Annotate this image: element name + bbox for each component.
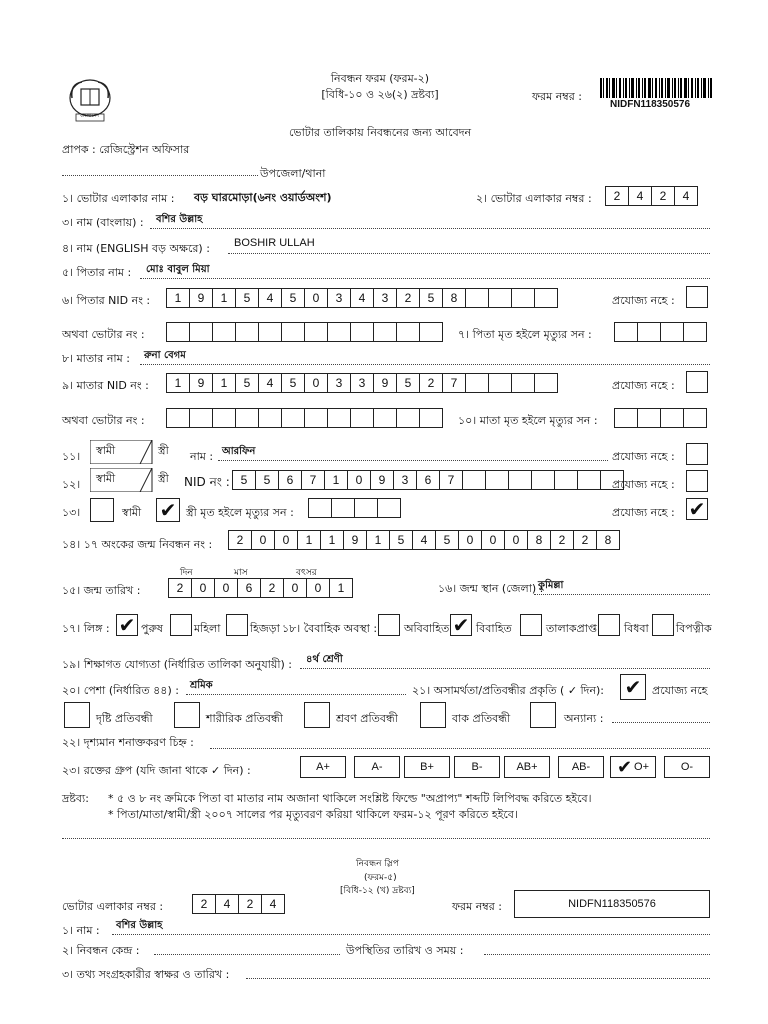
birth-reg-boxes[interactable] <box>228 530 620 550</box>
digit-cell[interactable]: 1 <box>366 530 390 550</box>
identity-mark-label: ২২। দৃশ্যমান শনাক্তকরণ চিহ্ন : <box>62 736 194 749</box>
widow-label: বিধবা <box>624 622 649 635</box>
digit-cell[interactable]: 3 <box>350 373 374 393</box>
check-icon: ✔ <box>616 756 633 777</box>
digit-cell[interactable]: 5 <box>281 288 305 308</box>
digit-cell[interactable]: 0 <box>304 373 328 393</box>
education-label: ১৯। শিক্ষাগত যোগ্যতা (নির্ধারিত তালিকা অনুযায়ী) : <box>62 658 292 671</box>
husband-death-label: স্বামী <box>122 506 142 519</box>
form-rule: [বিধি-১০ ও ২৬(২) দ্রষ্টব্য] <box>321 88 439 101</box>
slip-rule: [বিধি-১২ (খ) দ্রষ্টব্য] <box>340 886 415 896</box>
digit-cell[interactable] <box>281 408 305 428</box>
digit-cell[interactable]: 1 <box>166 288 190 308</box>
disability-label: ২১। অসামর্থতা/প্রতিবন্ধীর প্রকৃতি ( ✓ দিন): <box>412 684 605 697</box>
husband-option[interactable]: স্বামী <box>96 444 116 457</box>
mother-nid-na-label: প্রযোজ্য নহে : <box>612 379 675 392</box>
digit-cell[interactable]: 0 <box>306 578 330 598</box>
father-name-value: মোঃ বাবুল মিয়া <box>146 264 210 275</box>
digit-cell[interactable]: 5 <box>255 470 279 490</box>
slip-collector-label: ৩। তথ্য সংগ্রহকারীর স্বাক্ষর ও তারিখ : <box>62 968 230 981</box>
seal-text: বাংলাদেশ <box>80 113 100 119</box>
occupation-label: ২০। পেশা (নির্ধারিত ৪৪) : <box>62 684 179 697</box>
slip-presence-label: উপস্থিতির তারিখ ও সময় : <box>346 944 464 957</box>
digit-cell[interactable] <box>235 408 259 428</box>
blood-group-B-neg[interactable] <box>454 756 500 778</box>
digit-cell[interactable] <box>235 322 259 342</box>
digit-cell[interactable]: 0 <box>481 530 505 550</box>
father-voter-no-label: অথবা ভোটার নং : <box>62 328 145 341</box>
digit-cell[interactable]: 5 <box>396 373 420 393</box>
voter-area-number-label: ২। ভোটার এলাকার নম্বর : <box>476 192 592 205</box>
spouse-nid-na-label: প্রযোজ্য নহে : <box>612 478 675 491</box>
digit-cell[interactable]: 2 <box>419 373 443 393</box>
recipient: প্রাপক : রেজিস্ট্রেশন অফিসার <box>62 143 190 156</box>
marital-label: ১৮। বৈবাহিক অবস্থা : <box>282 622 378 635</box>
spouse-death-na-checkbox[interactable] <box>686 498 708 520</box>
slip-area-no-label: ভোটার এলাকার নম্বর : <box>62 900 164 913</box>
digit-cell[interactable] <box>373 322 397 342</box>
digit-cell[interactable] <box>419 322 443 342</box>
birth-reg-label: ১৪। ১৭ অংকের জন্ম নিবন্ধন নং : <box>62 538 213 551</box>
speech-disability-checkbox[interactable] <box>420 702 446 728</box>
father-nid-label: ৬। পিতার NID নং : <box>62 294 151 307</box>
spouse-name-na-label: প্রযোজ্য নহে : <box>612 450 675 463</box>
digit-cell[interactable]: 9 <box>189 373 213 393</box>
digit-cell[interactable] <box>465 373 489 393</box>
digit-cell[interactable]: 5 <box>235 373 259 393</box>
barcode <box>600 78 712 98</box>
digit-cell[interactable] <box>166 408 190 428</box>
digit-cell[interactable]: 1 <box>166 373 190 393</box>
check-icon: ✔ <box>452 613 470 637</box>
digit-cell[interactable] <box>258 408 282 428</box>
visual-disability-checkbox[interactable] <box>64 702 90 728</box>
digit-cell[interactable]: 5 <box>435 530 459 550</box>
wife-death-label: স্ত্রী মৃত হইলে মৃত্যুর সন : <box>186 506 294 519</box>
digit-cell[interactable]: 1 <box>329 578 353 598</box>
digit-cell[interactable] <box>488 288 512 308</box>
barcode-text: NIDFN118350576 <box>610 99 691 110</box>
wife-option-12[interactable]: স্ত্রী <box>158 472 169 485</box>
digit-cell[interactable]: 2 <box>396 288 420 308</box>
mother-name-value: রুনা বেগম <box>144 350 186 361</box>
widower-checkbox[interactable] <box>652 614 674 636</box>
blood-group-label: O- <box>680 761 694 773</box>
digit-cell[interactable]: 7 <box>439 470 463 490</box>
disability-na-label: প্রযোজ্য নহে <box>652 684 708 697</box>
note-1: * ৫ ও ৮ নং ক্রমিকে পিতা বা মাতার নাম অজানা থাকিলে সংশ্লিষ্ট ফিল্ডে "অপ্রাপ্য" শব্দটি লিপিবদ্ধ করিতে হইবে। <box>108 792 592 805</box>
digit-cell[interactable] <box>212 322 236 342</box>
digit-cell[interactable] <box>327 322 351 342</box>
birth-date-boxes[interactable] <box>168 578 353 598</box>
husband-option-12[interactable]: স্বামী <box>96 472 116 485</box>
father-nid-boxes[interactable] <box>166 288 558 308</box>
mother-death-year-label: ১০। মাতা মৃত হইলে মৃত্যুর সন : <box>458 414 598 427</box>
year-label: বৎসর <box>296 568 317 578</box>
wife-death-checkbox[interactable] <box>156 498 180 522</box>
digit-cell[interactable]: 4 <box>258 373 282 393</box>
digit-cell[interactable] <box>683 322 707 342</box>
digit-cell[interactable] <box>189 408 213 428</box>
digit-cell[interactable]: 0 <box>504 530 528 550</box>
form-number-label: ফরম নম্বর : <box>532 90 582 103</box>
divorced-label: তালাকপ্রাপ্ত <box>546 622 597 635</box>
digit-cell[interactable] <box>511 373 535 393</box>
digit-cell[interactable]: 6 <box>416 470 440 490</box>
digit-cell[interactable] <box>304 408 328 428</box>
gender-label: ১৭। লিঙ্গ : <box>62 622 110 635</box>
occupation-value: শ্রমিক <box>190 680 213 691</box>
digit-cell[interactable]: 4 <box>215 894 239 914</box>
blood-group-label: B+ <box>420 761 434 773</box>
digit-cell[interactable]: 3 <box>393 470 417 490</box>
widow-checkbox[interactable] <box>598 614 620 636</box>
digit-cell[interactable]: 6 <box>237 578 261 598</box>
physical-disability-label: শারীরিক প্রতিবন্ধী <box>206 712 283 725</box>
digit-cell[interactable] <box>308 498 332 518</box>
blood-group-label: A+ <box>316 761 330 773</box>
digit-cell[interactable] <box>462 470 486 490</box>
digit-cell[interactable] <box>637 408 661 428</box>
female-checkbox[interactable] <box>170 614 192 636</box>
government-seal <box>62 78 118 122</box>
digit-cell[interactable] <box>485 470 509 490</box>
father-nid-na-label: প্রযোজ্য নহে : <box>612 294 675 307</box>
digit-cell[interactable]: 2 <box>573 530 597 550</box>
check-icon: ✔ <box>624 675 642 699</box>
digit-cell[interactable]: 3 <box>327 288 351 308</box>
check-icon: ✔ <box>159 498 177 522</box>
digit-cell[interactable] <box>327 408 351 428</box>
husband-death-checkbox[interactable] <box>90 498 114 522</box>
digit-cell[interactable]: 4 <box>412 530 436 550</box>
name-bangla-value: বশির উল্লাহ <box>156 214 203 225</box>
digit-cell[interactable]: 1 <box>297 530 321 550</box>
digit-cell[interactable]: 7 <box>442 373 466 393</box>
digit-cell[interactable] <box>488 373 512 393</box>
blood-group-O-pos[interactable] <box>610 756 656 778</box>
slip-area-no-boxes[interactable] <box>192 894 285 914</box>
name-bangla-label: ৩। নাম (বাংলায়) : <box>62 216 144 229</box>
digit-cell[interactable]: 5 <box>235 288 259 308</box>
digit-cell[interactable]: 8 <box>527 530 551 550</box>
married-label: বিবাহিত <box>476 622 512 635</box>
digit-cell[interactable]: 9 <box>189 288 213 308</box>
slip-name-value: বশির উল্লাহ <box>116 920 163 931</box>
father-death-year-boxes[interactable] <box>614 322 707 342</box>
male-label: পুরুষ <box>141 622 163 635</box>
slip-title: নিবন্ধন স্লিপ <box>356 859 399 869</box>
slip-form-no: NIDFN118350576 <box>568 898 656 910</box>
digit-cell[interactable] <box>212 408 236 428</box>
digit-cell[interactable] <box>660 408 684 428</box>
female-label: মহিলা <box>194 622 221 635</box>
education-value: ৪র্থ শ্রেণী <box>306 654 343 665</box>
name-english-label: ৪। নাম (ENGLISH বড় অক্ষরে) : <box>62 242 210 255</box>
note-2: * পিতা/মাতা/স্বামী/স্ত্রী ২০০৭ সালের পর মৃত্যুবরণ করিয়া থাকিলে ফরম-১২ পূরণ করিতে হইবে। <box>108 808 518 821</box>
digit-cell[interactable]: 3 <box>327 373 351 393</box>
blood-group-label: AB- <box>571 761 591 773</box>
digit-cell[interactable] <box>660 322 684 342</box>
other-disability-label: অন্যান্য : <box>564 712 604 725</box>
slip-form-no-box <box>514 890 710 918</box>
blood-group-label: AB+ <box>516 761 538 773</box>
digit-cell[interactable]: 7 <box>301 470 325 490</box>
slip-center-label: ২। নিবন্ধন কেন্দ্র : <box>62 944 140 957</box>
divorced-checkbox[interactable] <box>520 614 542 636</box>
blood-group-label: A- <box>371 761 383 773</box>
digit-cell[interactable]: 9 <box>343 530 367 550</box>
voter-area-name-value: বড় ঘারমোড়া(৬নং ওয়ার্ডঅংশ) <box>194 191 332 204</box>
father-voter-no-boxes[interactable] <box>166 322 443 342</box>
spouse-name-na-checkbox[interactable] <box>686 443 708 465</box>
blood-group-AB-pos[interactable] <box>504 756 550 778</box>
speech-disability-label: বাক প্রতিবন্ধী <box>452 712 511 725</box>
digit-cell[interactable] <box>258 322 282 342</box>
married-checkbox[interactable] <box>450 614 472 636</box>
digit-cell[interactable]: 5 <box>389 530 413 550</box>
month-label: মাস <box>234 568 248 578</box>
digit-cell[interactable] <box>166 322 190 342</box>
digit-cell[interactable] <box>683 408 707 428</box>
spouse-nid-boxes[interactable] <box>232 470 624 490</box>
digit-cell[interactable]: 2 <box>605 186 629 206</box>
spouse-nid-na-checkbox[interactable] <box>686 470 708 492</box>
digit-cell[interactable] <box>377 498 401 518</box>
digit-cell[interactable] <box>508 470 532 490</box>
blood-group-A-pos[interactable] <box>300 756 346 778</box>
mother-voter-no-boxes[interactable] <box>166 408 443 428</box>
digit-cell[interactable]: 9 <box>370 470 394 490</box>
digit-cell[interactable] <box>465 288 489 308</box>
mother-name-label: ৮। মাতার নাম : <box>62 352 130 365</box>
digit-cell[interactable] <box>577 470 601 490</box>
digit-cell[interactable]: 0 <box>214 578 238 598</box>
digit-cell[interactable] <box>331 498 355 518</box>
digit-cell[interactable]: 5 <box>419 288 443 308</box>
spouse-no-12: ১২। <box>62 478 81 491</box>
other-disability-checkbox[interactable] <box>530 702 556 728</box>
digit-cell[interactable] <box>189 322 213 342</box>
mother-voter-no-label: অথবা ভোটার নং : <box>62 414 145 427</box>
birth-place-label: ১৬। জন্ম স্থান (জেলা) : <box>438 582 544 595</box>
digit-cell[interactable]: 2 <box>651 186 675 206</box>
hijra-checkbox[interactable] <box>226 614 248 636</box>
spouse-name-value: আরফিন <box>222 446 256 457</box>
digit-cell[interactable]: 5 <box>232 470 256 490</box>
blood-group-A-neg[interactable] <box>354 756 400 778</box>
blood-group-B-pos[interactable] <box>404 756 450 778</box>
digit-cell[interactable] <box>554 470 578 490</box>
digit-cell[interactable]: 5 <box>281 373 305 393</box>
digit-cell[interactable]: 2 <box>192 894 216 914</box>
father-nid-na-checkbox[interactable] <box>686 286 708 308</box>
digit-cell[interactable]: 2 <box>260 578 284 598</box>
digit-cell[interactable]: 0 <box>458 530 482 550</box>
digit-cell[interactable]: 0 <box>304 288 328 308</box>
blood-group-label: ২৩। রক্তের গ্রুপ (যদি জানা থাকে ✓ দিন) : <box>62 764 251 777</box>
male-checkbox[interactable] <box>116 614 138 636</box>
digit-cell[interactable]: 2 <box>228 530 252 550</box>
digit-cell[interactable] <box>637 322 661 342</box>
digit-cell[interactable] <box>281 322 305 342</box>
father-name-label: ৫। পিতার নাম : <box>62 266 132 279</box>
digit-cell[interactable] <box>354 498 378 518</box>
digit-cell[interactable] <box>614 322 638 342</box>
unmarried-checkbox[interactable] <box>378 614 400 636</box>
digit-cell[interactable]: 8 <box>442 288 466 308</box>
digit-cell[interactable]: 1 <box>212 373 236 393</box>
slip-name-label: ১। নাম : <box>62 924 100 937</box>
mother-nid-na-checkbox[interactable] <box>686 371 708 393</box>
digit-cell[interactable]: 2 <box>550 530 574 550</box>
digit-cell[interactable]: 6 <box>278 470 302 490</box>
unmarried-label: অবিবাহিত <box>404 622 450 635</box>
day-label: দিন <box>180 568 193 578</box>
digit-cell[interactable] <box>614 408 638 428</box>
slip-subtitle: (ফরম-৫) <box>364 873 397 883</box>
spouse-death-year-boxes[interactable] <box>308 498 401 518</box>
check-icon: ✔ <box>118 613 136 637</box>
name-english-value: BOSHIR ULLAH <box>234 237 315 249</box>
digit-cell[interactable] <box>534 288 558 308</box>
digit-cell[interactable] <box>396 408 420 428</box>
digit-cell[interactable] <box>531 470 555 490</box>
blood-group-O-neg[interactable] <box>664 756 710 778</box>
mother-nid-label: ৯। মাতার NID নং : <box>62 379 149 392</box>
digit-cell[interactable]: 2 <box>168 578 192 598</box>
digit-cell[interactable]: 4 <box>261 894 285 914</box>
spouse-death-no: ১৩। <box>62 506 81 519</box>
hearing-disability-checkbox[interactable] <box>304 702 330 728</box>
digit-cell[interactable] <box>304 322 328 342</box>
digit-cell[interactable] <box>350 322 374 342</box>
digit-cell[interactable] <box>396 322 420 342</box>
note-label: দ্রষ্টব্য: <box>62 792 89 805</box>
widower-label: বিপত্নীক <box>676 622 712 635</box>
physical-disability-checkbox[interactable] <box>174 702 200 728</box>
digit-cell[interactable]: 1 <box>212 288 236 308</box>
digit-cell[interactable]: 9 <box>373 373 397 393</box>
father-death-year-label: ৭। পিতা মৃত হইলে মৃত্যুর সন : <box>458 328 592 341</box>
digit-cell[interactable]: 4 <box>674 186 698 206</box>
upazila-label: উপজেলা/থানা <box>260 167 326 180</box>
blood-group-label: B- <box>471 761 483 773</box>
voter-area-number-boxes[interactable] <box>605 186 698 206</box>
form-title: নিবন্ধন ফরম (ফরম-২) <box>330 72 430 85</box>
digit-cell[interactable] <box>419 408 443 428</box>
disability-na-checkbox[interactable] <box>620 674 646 700</box>
spouse-no-11: ১১। <box>62 450 81 463</box>
digit-cell[interactable] <box>534 373 558 393</box>
voter-area-name-label: ১। ভোটার এলাকার নাম : <box>62 192 175 205</box>
main-title: ভোটার তালিকায় নিবন্ধনের জন্য আবেদন <box>288 126 472 139</box>
digit-cell[interactable]: 0 <box>347 470 371 490</box>
digit-cell[interactable]: 0 <box>251 530 275 550</box>
birth-date-label: ১৫। জন্ম তারিখ : <box>62 584 141 597</box>
wife-option[interactable]: স্ত্রী <box>158 444 169 457</box>
digit-cell[interactable] <box>373 408 397 428</box>
digit-cell[interactable] <box>350 408 374 428</box>
digit-cell[interactable] <box>511 288 535 308</box>
spouse-nid-label: NID নং : <box>184 475 230 489</box>
visual-disability-label: দৃষ্টি প্রতিবন্ধী <box>96 712 153 725</box>
mother-nid-boxes[interactable] <box>166 373 558 393</box>
digit-cell[interactable]: 4 <box>628 186 652 206</box>
slip-form-no-label: ফরম নম্বর : <box>452 900 502 913</box>
digit-cell[interactable]: 4 <box>350 288 374 308</box>
spouse-death-na-label: প্রযোজ্য নহে : <box>612 506 675 519</box>
digit-cell[interactable]: 8 <box>596 530 620 550</box>
digit-cell[interactable]: 0 <box>274 530 298 550</box>
hearing-disability-label: শ্রবণ প্রতিবন্ধী <box>336 712 398 725</box>
digit-cell[interactable]: 0 <box>283 578 307 598</box>
hijra-label: হিজড়া <box>250 622 280 635</box>
digit-cell[interactable]: 3 <box>373 288 397 308</box>
digit-cell[interactable]: 4 <box>258 288 282 308</box>
spouse-name-label: নাম : <box>190 450 214 463</box>
digit-cell[interactable]: 1 <box>320 530 344 550</box>
digit-cell[interactable]: 0 <box>191 578 215 598</box>
digit-cell[interactable]: 1 <box>324 470 348 490</box>
blood-group-AB-neg[interactable] <box>558 756 604 778</box>
check-icon: ✔ <box>688 497 706 521</box>
birth-place-value: কুমিল্লা <box>538 580 564 591</box>
blood-group-label: O+ <box>634 761 650 773</box>
mother-death-year-boxes[interactable] <box>614 408 707 428</box>
digit-cell[interactable]: 2 <box>238 894 262 914</box>
